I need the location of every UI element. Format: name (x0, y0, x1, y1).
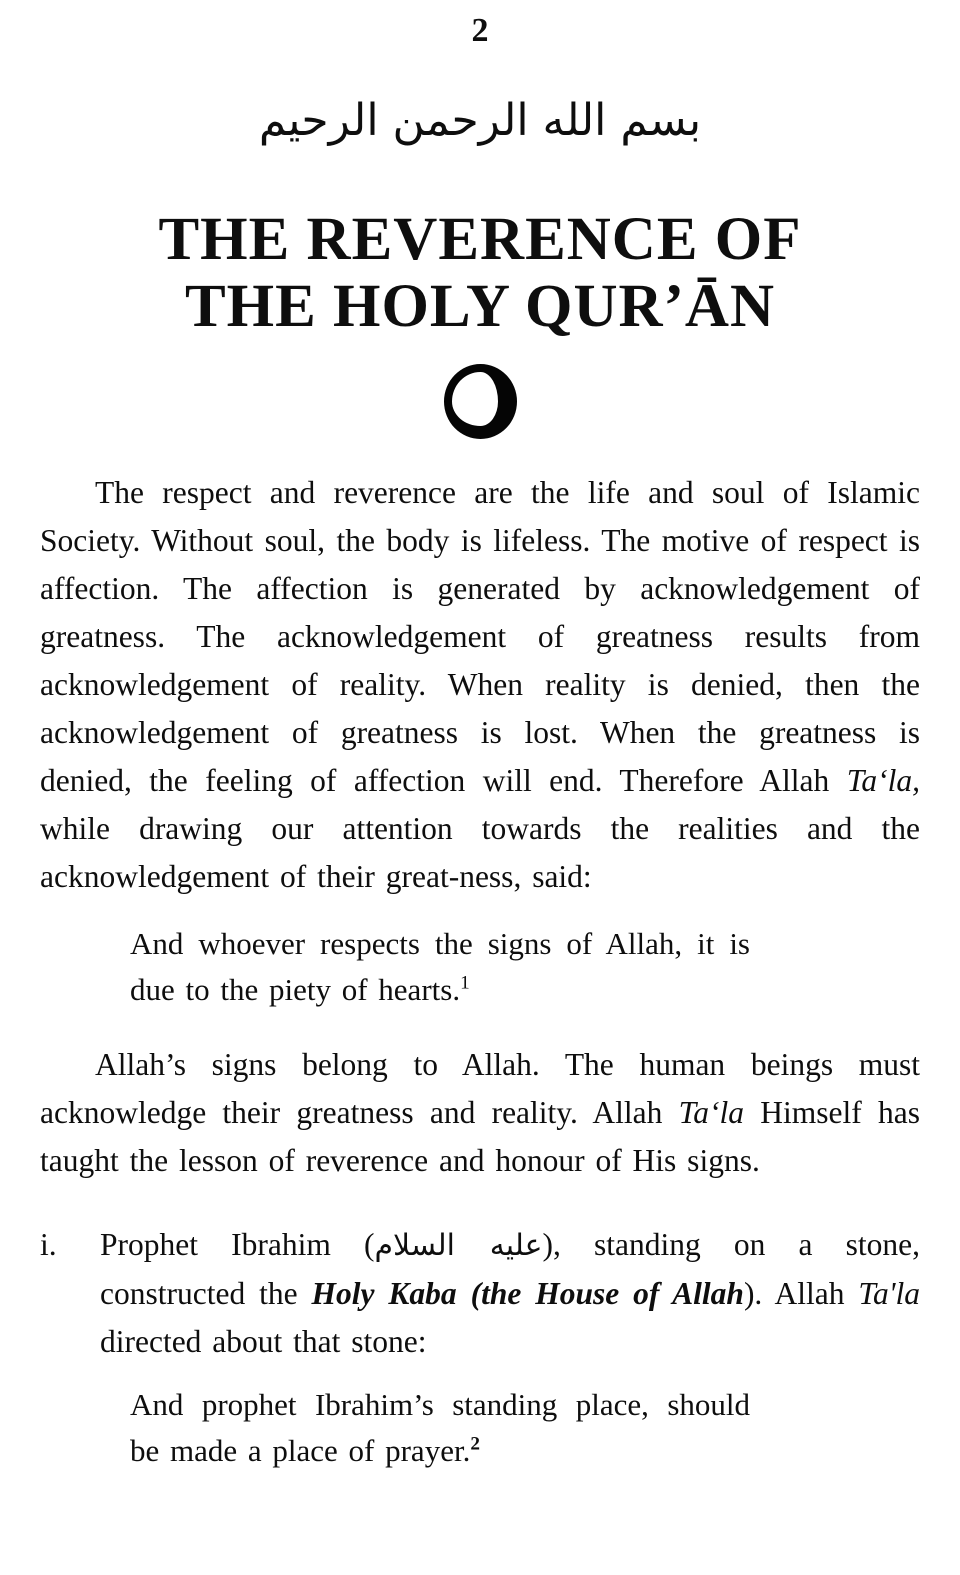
text-segment: 2 (470, 1433, 480, 1455)
text-segment: directed about that stone: (100, 1323, 427, 1359)
text-segment: while drawing our attention towards the realities and the acknowledgement of their great-ness, said: (40, 810, 920, 894)
text-segment: Holy Kaba (the House of Allah (311, 1275, 744, 1311)
list-marker-i: i. (40, 1226, 57, 1262)
text-segment: And prophet Ibrahim’s standing place, should be made a place of prayer. (130, 1386, 750, 1468)
text-segment: ), standing on a stone, constructed the (100, 1226, 920, 1311)
list-item-i-text (100, 1221, 920, 1366)
ring-crescent-icon (444, 364, 517, 439)
text-segment: Ta‘la, (846, 762, 920, 798)
text-segment: 1 (460, 972, 470, 994)
text-segment: Ta‘la (678, 1094, 745, 1130)
paragraph-intro (40, 469, 920, 901)
paragraph-signs (40, 1041, 920, 1185)
page-title-line-1: THE REVERENCE OF (158, 205, 802, 273)
quran-quote-2 (130, 1382, 750, 1474)
list-item-i (40, 1221, 920, 1366)
text-segment: ). Allah (743, 1275, 859, 1311)
quran-quote-1 (130, 921, 750, 1013)
bismillah-calligraphy: بسم الله الرحمن الرحيم (258, 95, 702, 147)
page-title (40, 206, 920, 340)
text-segment: And whoever respects the signs of Allah, it is due to the piety of hearts. (130, 925, 750, 1007)
text-segment: Allah’s signs belong to Allah. The human beings must acknowledge their greatness and reality. Allah (40, 1046, 920, 1130)
text-segment: Prophet Ibrahim ( (100, 1226, 375, 1262)
text-segment: The respect and reverence are the life and soul of Islamic Society. Without soul, the body is lifeless. The motive of respect is affection. The affection is generated by acknowledgement of greatness. The acknowledgement of greatness results from acknowledgement of reality. When reality is denied, then the acknowledgement of greatness is lost. When the greatness is denied, the feeling of affection will end. Therefore Allah (40, 474, 920, 798)
page-number: 2 (471, 12, 489, 49)
text-segment: Himself has taught the lesson of reverence and honour of His signs. (40, 1094, 920, 1178)
page-title-line-2: THE HOLY QUR’ĀN (184, 272, 776, 340)
arabic-inline-text: عليه السلام (374, 1227, 543, 1263)
text-segment: Ta'la (858, 1275, 920, 1311)
